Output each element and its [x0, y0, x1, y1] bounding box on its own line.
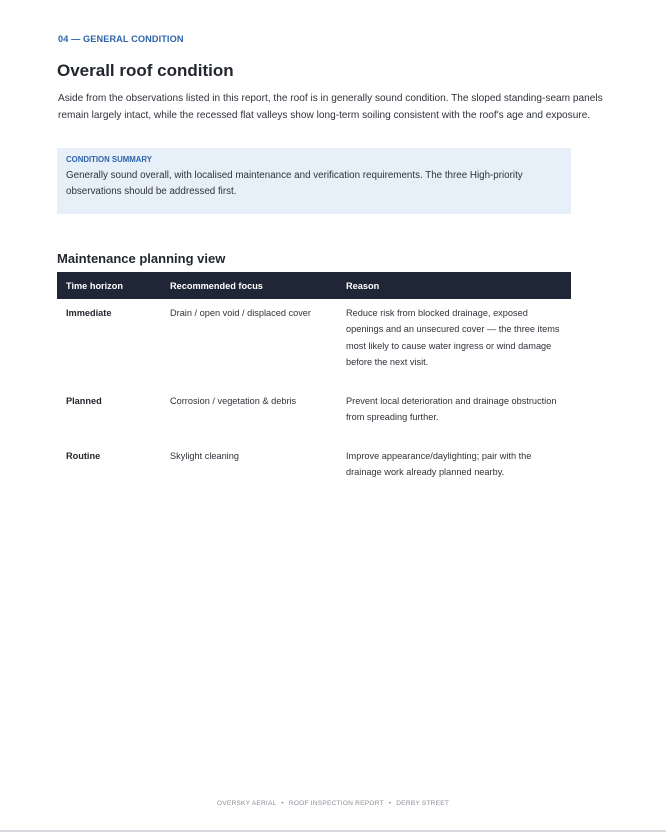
row-horizon: Immediate	[66, 308, 112, 318]
summary-label: CONDITION SUMMARY	[66, 155, 152, 164]
column-header-reason: Reason	[346, 281, 380, 291]
intro-paragraph: Aside from the observations listed in this report, the roof is in generally sound condition. The sloped standing-seam panels remain largely intact, while the recessed flat valleys show long-term soiling consistent with the roof's age and exposure.	[58, 93, 603, 121]
row-focus: Corrosion / vegetation & debris	[170, 396, 297, 406]
footer-report-title: ROOF INSPECTION REPORT	[288, 800, 384, 807]
maintenance-heading: Maintenance planning view	[57, 251, 226, 266]
column-header-time-horizon: Time horizon	[66, 281, 123, 291]
footer-company: OVERSKY AERIAL	[216, 800, 277, 807]
row-reason: Prevent local deterioration and drainage obstruction from spreading further.	[346, 396, 557, 423]
row-reason: Improve appearance/daylighting; pair with the drainage work already planned nearby.	[346, 451, 532, 478]
summary-text: Generally sound overall, with localised maintenance and verification requirements. The three High-priority observations should be addressed first.	[66, 170, 523, 197]
table-row	[57, 299, 571, 387]
page-title: Overall roof condition	[57, 61, 234, 80]
table-header	[57, 272, 571, 299]
footer-separator: •	[388, 800, 392, 807]
maintenance-table	[57, 272, 571, 492]
condition-summary-box	[57, 148, 571, 214]
section-label: 04 — GENERAL CONDITION	[58, 34, 184, 44]
row-horizon: Routine	[66, 451, 101, 461]
column-header-recommended-focus: Recommended focus	[170, 281, 263, 291]
row-focus: Skylight cleaning	[170, 451, 239, 461]
row-reason: Reduce risk from blocked drainage, exposed openings and an unsecured cover — the three items most likely to cause water ingress or wind damage before the next visit.	[346, 308, 560, 368]
table-row	[57, 387, 571, 442]
page-footer	[0, 800, 666, 807]
footer-separator: •	[281, 800, 284, 807]
table-row	[57, 442, 571, 492]
row-focus: Drain / open void / displaced cover	[170, 308, 311, 318]
footer-location: DERBY STREET	[396, 800, 450, 807]
row-horizon: Planned	[66, 396, 102, 406]
